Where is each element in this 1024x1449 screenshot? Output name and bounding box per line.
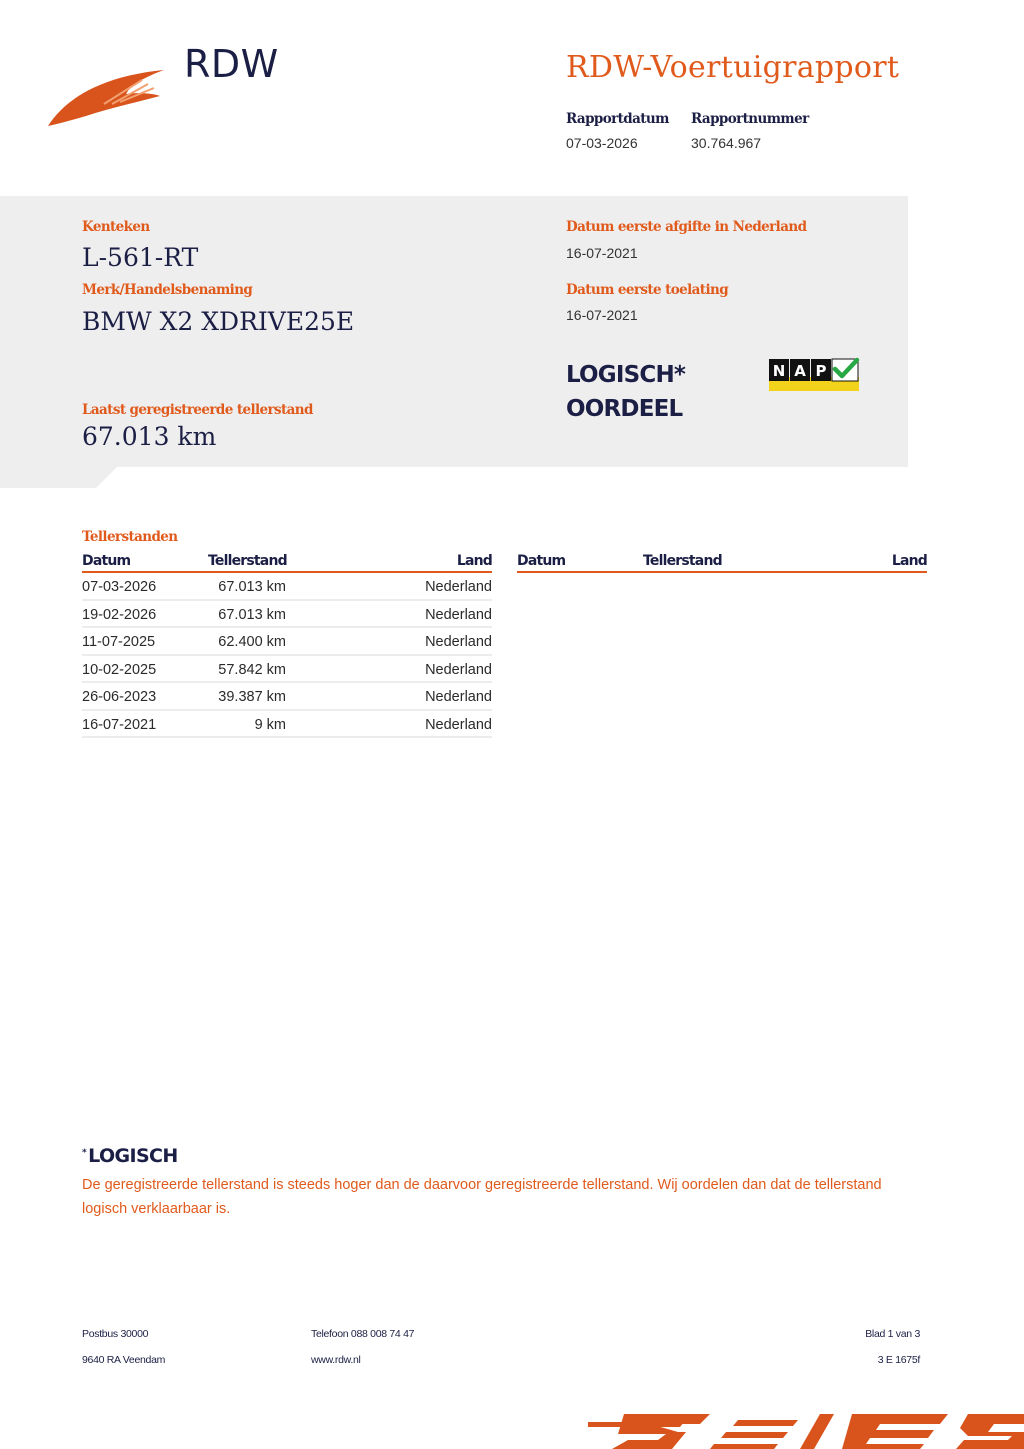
col-reading-header-2: Tellerstand: [643, 553, 722, 569]
row-reading: 9 km: [254, 716, 286, 733]
row-date: 26-06-2023: [82, 689, 157, 705]
nap-letter-p: P: [815, 362, 827, 380]
row-country: Nederland: [425, 716, 492, 733]
row-country: Nederland: [425, 634, 492, 650]
license-plate: L-561-RT: [82, 243, 199, 272]
last-mileage: 67.013 km: [82, 422, 217, 451]
row-date: 11-07-2025: [82, 634, 156, 650]
report-date: 07-03-2026: [566, 135, 638, 151]
vehicle-make: BMW X2 XDRIVE25E: [82, 307, 355, 336]
verdict: [566, 358, 685, 426]
table-row: [82, 711, 492, 739]
footnote-title-text: LOGISCH: [88, 1145, 178, 1167]
footer-website: www.rdw.nl: [311, 1354, 361, 1366]
footer-page-number: Blad 1 van 3: [865, 1328, 920, 1340]
row-date: 07-03-2026: [82, 579, 157, 595]
col-reading-header: Tellerstand: [208, 553, 287, 569]
table-row: [82, 601, 492, 629]
rdw-logo-icon: [46, 64, 172, 130]
row-country: Nederland: [425, 606, 492, 623]
col-country-header-2: Land: [891, 553, 927, 569]
row-reading: 62.400 km: [218, 634, 286, 650]
table-row: [82, 628, 492, 656]
footer-address-line2: 9640 RA Veendam: [82, 1354, 166, 1366]
row-reading: 57.842 km: [218, 661, 286, 678]
table-row: [82, 683, 492, 711]
footer-address-line1: Postbus 30000: [82, 1328, 149, 1340]
row-country: Nederland: [425, 689, 492, 705]
row-reading: 39.387 km: [218, 689, 286, 705]
first-admission-label: Datum eerste toelating: [566, 282, 729, 298]
plate-label: Kenteken: [82, 219, 150, 235]
odometer-table-header: [82, 551, 492, 573]
footer-phone: Telefoon 088 008 74 47: [311, 1328, 415, 1340]
row-country: Nederland: [425, 579, 492, 595]
footer-document-code: 3 E 1675f: [877, 1354, 920, 1366]
brand-name: RDW: [184, 42, 279, 86]
first-registration-nl: 16-07-2021: [566, 245, 638, 261]
row-reading: 67.013 km: [218, 606, 286, 623]
footnote-text: De geregistreerde tellerstand is steeds hoger dan de daarvoor geregistreerde tellerstand. Wij oordelen dan dat de tellerstand logisch verklaarbaar is.: [82, 1177, 882, 1217]
first-registration-nl-label: Datum eerste afgifte in Nederland: [566, 219, 807, 235]
verdict-line2: OORDEEL: [566, 396, 683, 422]
col-date-header-2: Datum: [517, 553, 566, 569]
row-date: 19-02-2026: [82, 606, 157, 623]
make-label: Merk/Handelsbenaming: [82, 282, 253, 298]
footnote-marker: *: [82, 1148, 87, 1158]
row-date: 16-07-2021: [82, 716, 157, 733]
rdw-stripes-icon: [588, 1410, 1024, 1449]
mileage-label: Laatst geregistreerde tellerstand: [82, 402, 313, 418]
col-date-header: Datum: [82, 553, 131, 569]
panel-tab-shape: [0, 466, 118, 488]
table-row: [82, 573, 492, 601]
row-country: Nederland: [425, 661, 492, 678]
odometer-table: [82, 551, 492, 738]
odometer-table-header-2: [517, 551, 927, 573]
report-number-label: Rapportnummer: [691, 111, 809, 127]
report-date-label: Rapportdatum: [566, 111, 669, 127]
report-number: 30.764.967: [691, 135, 762, 151]
odometer-table-continued: [517, 551, 927, 573]
nap-logo-icon: [769, 357, 861, 391]
first-admission: 16-07-2021: [566, 307, 638, 323]
table-row: [82, 656, 492, 684]
row-reading: 67.013 km: [218, 579, 286, 595]
nap-letter-n: N: [772, 362, 786, 380]
col-country-header: Land: [456, 553, 492, 569]
footnote-title: [82, 1145, 178, 1167]
row-date: 10-02-2025: [82, 661, 157, 678]
nap-letter-a: A: [794, 362, 806, 380]
report-title: RDW-Voertuigrapport: [566, 50, 900, 85]
verdict-line1: LOGISCH*: [566, 362, 686, 388]
odometer-section-title: Tellerstanden: [82, 529, 178, 545]
